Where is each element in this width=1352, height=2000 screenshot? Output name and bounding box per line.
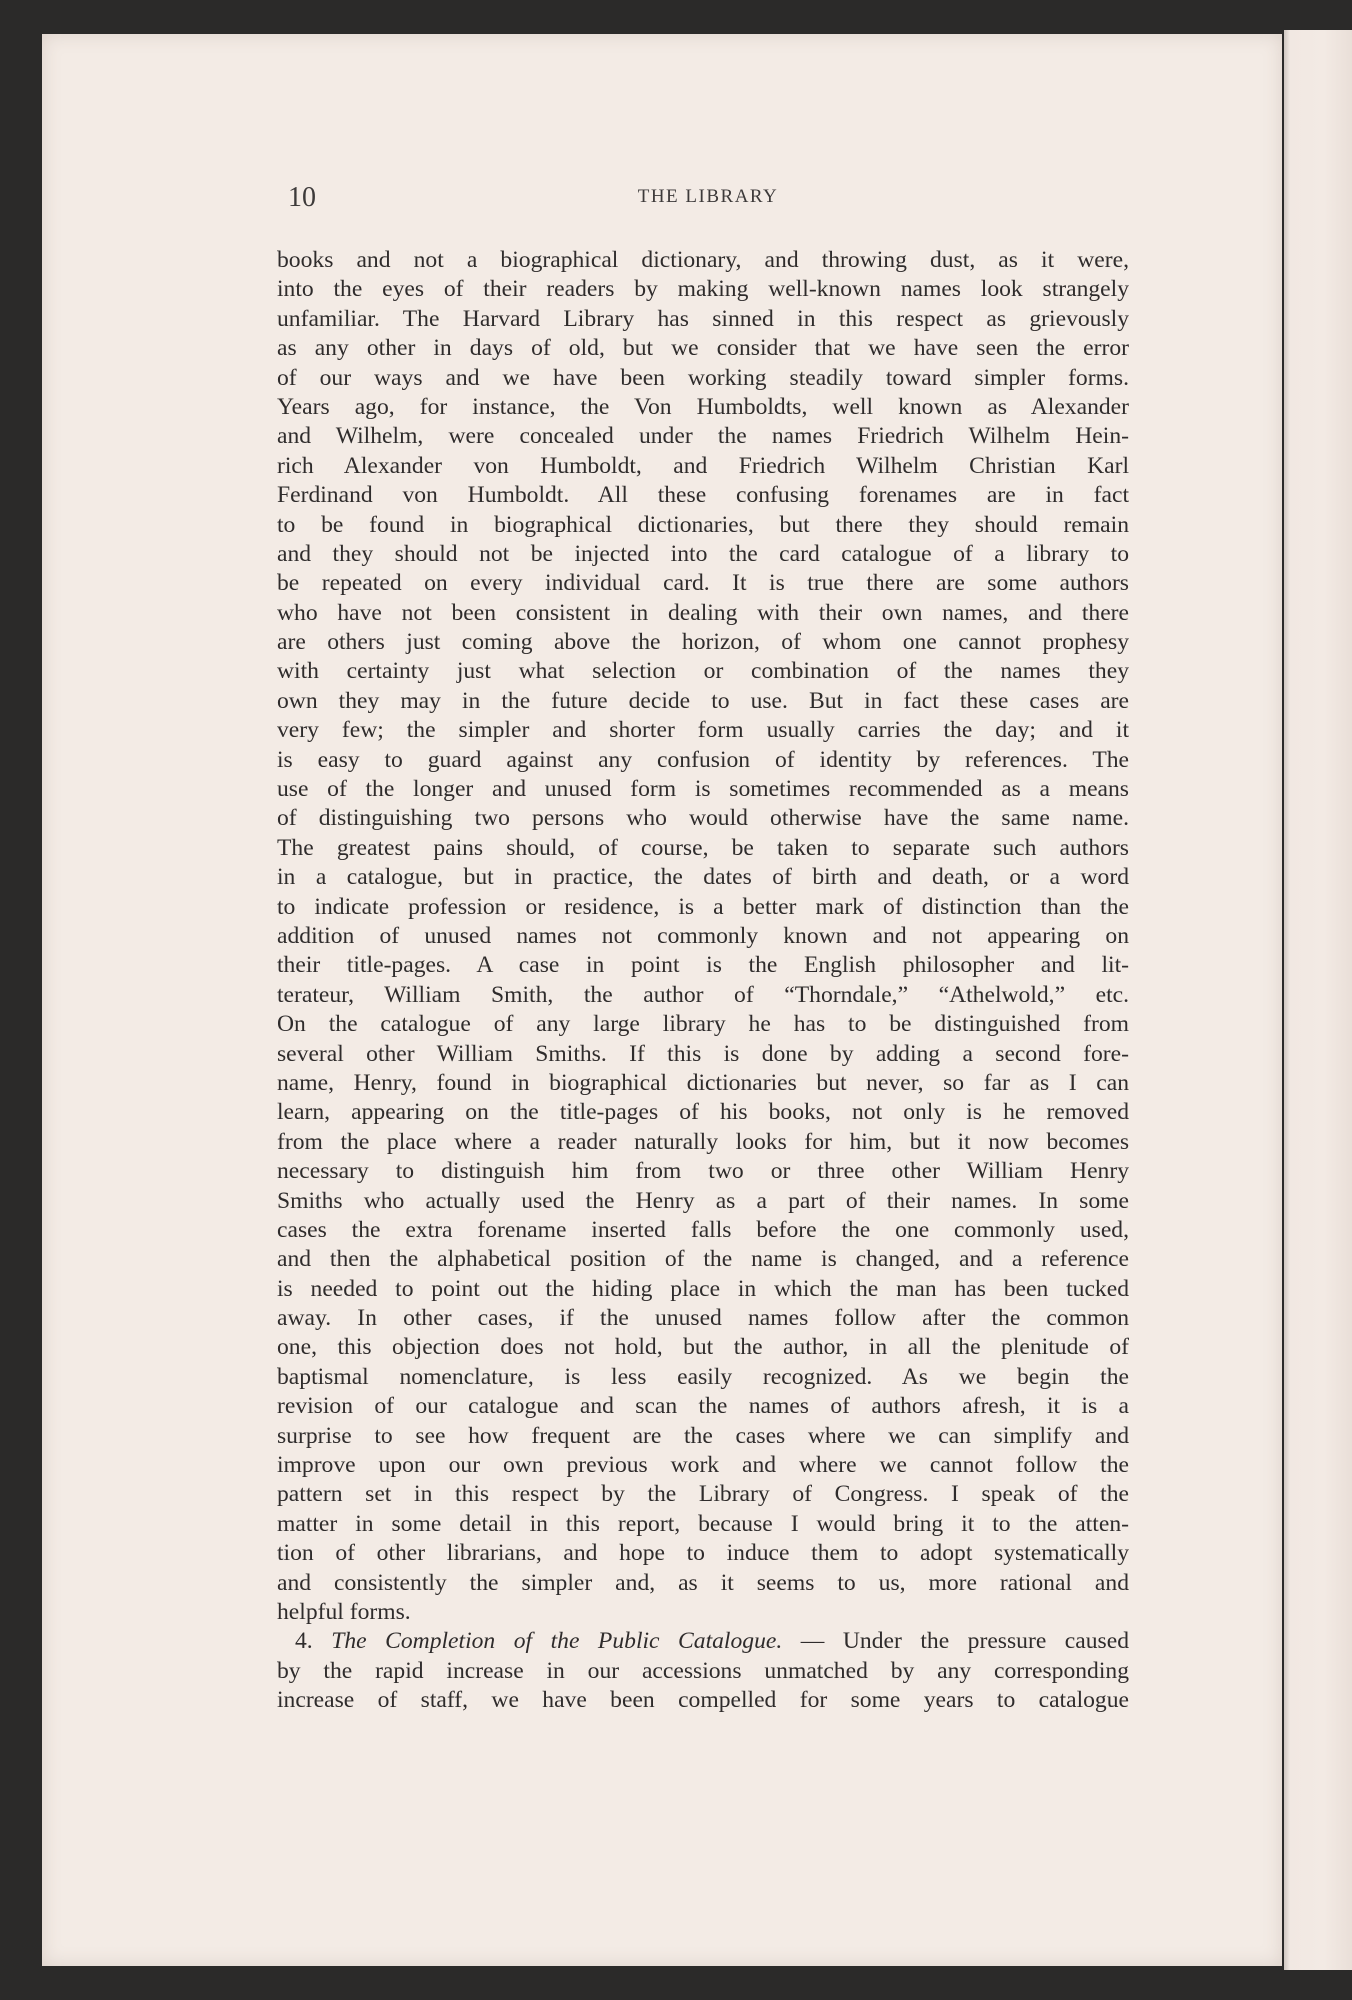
page-header (288, 182, 1128, 214)
paragraph-continued (277, 246, 1129, 1627)
text-line: On the catalogue of any large library he has to be distinguished from (277, 1011, 1129, 1038)
text-line: necessary to distinguish him from two or three other William Henry (277, 1158, 1129, 1185)
facing-page-edge (1284, 30, 1352, 1970)
section-4-title: The Completion of the Public Catalogue. (331, 1628, 783, 1655)
text-line: one, this objection does not hold, but the author, in all the plenitude of (277, 1334, 1129, 1361)
text-line: very few; the simpler and shorter form usually carries the day; and it (277, 717, 1129, 744)
text-line: baptismal nomenclature, is less easily recognized. As we begin the (277, 1363, 1129, 1390)
text-line: pattern set in this respect by the Library of Congress. I speak of the (277, 1481, 1129, 1508)
page-number: 10 (288, 182, 316, 213)
text-line: Years ago, for instance, the Von Humboldts, well known as Alexander (277, 393, 1129, 420)
text-line: is needed to point out the hiding place in which the man has been tucked (277, 1275, 1129, 1302)
text-line: terateur, William Smith, the author of “Thorndale,” “Athelwold,” etc. (277, 981, 1129, 1008)
text-line: Ferdinand von Humboldt. All these confusing forenames are in fact (277, 482, 1129, 509)
text-line: and consistently the simpler and, as it seems to us, more rational and (277, 1569, 1129, 1596)
text-line: is easy to guard against any confusion of identity by references. The (277, 746, 1129, 773)
text-line: and then the alphabetical position of the name is changed, and a reference (277, 1246, 1129, 1273)
text-line: The greatest pains should, of course, be taken to separate such authors (277, 834, 1129, 861)
section-4-paragraph (277, 1627, 1129, 1715)
text-line: in a catalogue, but in practice, the dates of birth and death, or a word (277, 864, 1129, 891)
running-head: THE LIBRARY (637, 186, 779, 207)
text-line: cases the extra forename inserted falls before the one commonly used, (277, 1216, 1129, 1243)
text-line: who have not been consistent in dealing with their own names, and there (277, 599, 1129, 626)
text-line: increase of staff, we have been compelled for some years to catalogue (277, 1687, 1129, 1714)
text-line: books and not a biographical dictionary, and throwing dust, as it were, (277, 247, 1129, 273)
text-line: own they may in the future decide to use. But in fact these cases are (277, 687, 1129, 714)
text-line: improve upon our own previous work and where we cannot follow the (277, 1452, 1129, 1479)
section-4-first-line (277, 1627, 1129, 1656)
text-line: helpful forms. (277, 1598, 411, 1625)
text-line: away. In other cases, if the unused names follow after the common (277, 1305, 1129, 1332)
body-text (277, 246, 1129, 1716)
text-line: by the rapid increase in our accessions unmatched by any corresponding (277, 1657, 1129, 1684)
text-line: unfamiliar. The Harvard Library has sinned in this respect as grievously (277, 305, 1129, 332)
text-line: into the eyes of their readers by making well-known names look strangely (277, 276, 1129, 303)
text-line: several other William Smiths. If this is done by adding a second fore- (277, 1040, 1129, 1067)
text-line: tion of other librarians, and hope to induce them to adopt systematically (277, 1540, 1129, 1567)
text-line: as any other in days of old, but we consider that we have seen the error (277, 335, 1129, 362)
text-line: and they should not be injected into the card catalogue of a library to (277, 540, 1129, 567)
text-line: rich Alexander von Humboldt, and Friedrich Wilhelm Christian Karl (277, 452, 1129, 479)
text-line: addition of unused names not commonly known and not appearing on (277, 922, 1129, 949)
text-line: learn, appearing on the title-pages of his books, not only is he removed (277, 1099, 1129, 1126)
text-line: to indicate profession or residence, is a better mark of distinction than the (277, 893, 1129, 920)
text-line: name, Henry, found in biographical dictionaries but never, so far as I can (277, 1069, 1129, 1096)
text-line: their title-pages. A case in point is the English philosopher and lit- (277, 952, 1129, 979)
text-line: matter in some detail in this report, because I would bring it to the atten- (277, 1510, 1129, 1537)
section-4-first-line-rest: — Under the pressure caused (782, 1628, 1129, 1655)
text-line: revision of our catalogue and scan the names of authors afresh, it is a (277, 1393, 1129, 1420)
section-4-number: 4. (295, 1628, 313, 1655)
text-line: of our ways and we have been working steadily toward simpler forms. (277, 364, 1129, 391)
text-line: surprise to see how frequent are the cases where we can simplify and (277, 1422, 1129, 1449)
text-line: to be found in biographical dictionaries, but there they should remain (277, 511, 1129, 538)
text-line: and Wilhelm, were concealed under the names Friedrich Wilhelm Hein- (277, 423, 1129, 450)
text-line: Smiths who actually used the Henry as a part of their names. In some (277, 1187, 1129, 1214)
text-line: be repeated on every individual card. It is true there are some authors (277, 570, 1129, 597)
text-line: use of the longer and unused form is sometimes recommended as a means (277, 776, 1129, 803)
text-line: from the place where a reader naturally looks for him, but it now becomes (277, 1128, 1129, 1155)
text-line: with certainty just what selection or combination of the names they (277, 658, 1129, 685)
text-line: of distinguishing two persons who would otherwise have the same name. (277, 805, 1129, 832)
text-line: are others just coming above the horizon, of whom one cannot prophesy (277, 629, 1129, 656)
